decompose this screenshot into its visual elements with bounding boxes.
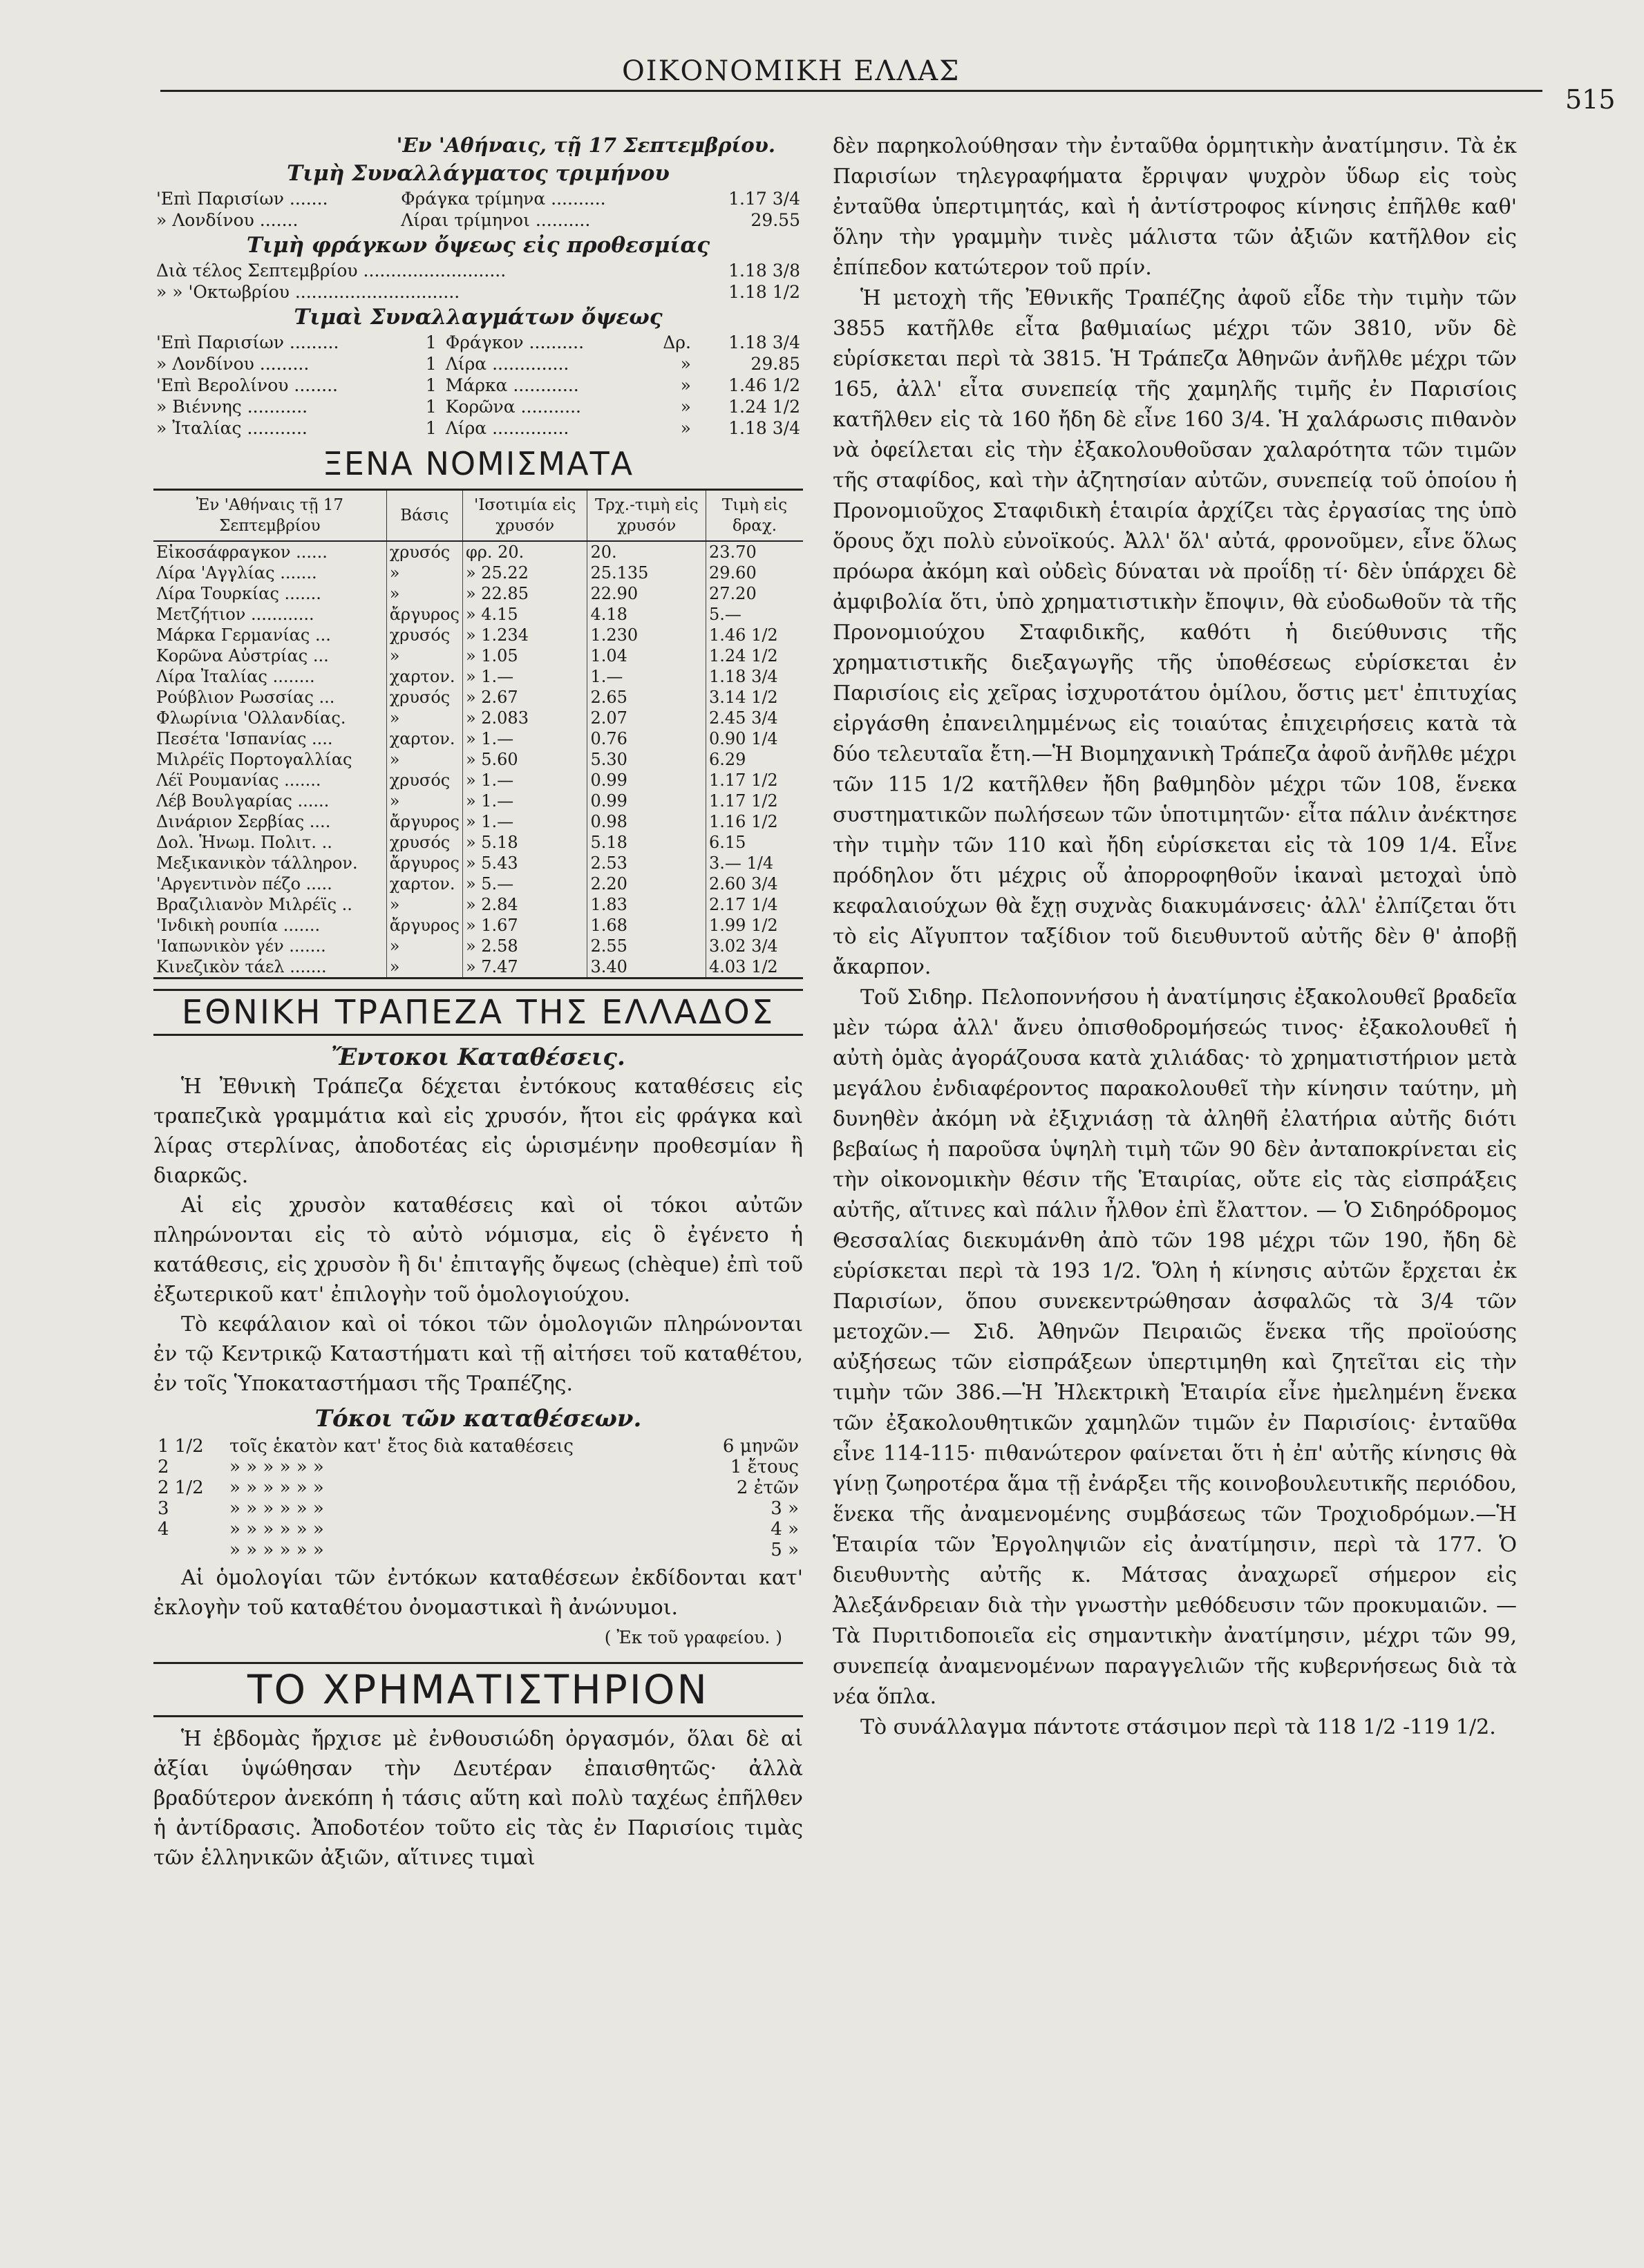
fx-row-cell: » 22.85 — [462, 583, 587, 604]
fx-row-cell: Πεσέτα 'Ισπανίας .... — [156, 729, 333, 748]
sight-rates-row-cell: Κορῶνα ........... — [445, 397, 581, 417]
sight-terms-row-cell: 1.18 3/8 — [728, 261, 800, 281]
sight-rates-row-cell: » Λονδίνου ......... — [156, 354, 310, 374]
bank-source: ( Ἐκ τοῦ γραφείου. ) — [604, 1627, 782, 1647]
fx-row-cell: ἄργυρος — [386, 604, 462, 625]
fx-row-cell: 1.230 — [587, 625, 706, 645]
sight-rates-table — [153, 332, 803, 439]
fx-row-cell: Λέϊ Ρουμανίας ....... — [156, 771, 321, 790]
deposits-title: Ἔντοκοι Καταθέσεις. — [331, 1043, 625, 1071]
fx-row-cell: » 4.15 — [462, 604, 587, 625]
interest-title: Τόκοι τῶν καταθέσεων. — [314, 1405, 642, 1433]
interest-row-cell: 5 » — [771, 1540, 799, 1560]
fx-row-cell: 2.55 — [587, 936, 706, 956]
sight-rates-row-cell: » — [680, 418, 691, 438]
three-month-row-cell: Λίραι τρίμηνοι .......... — [401, 210, 591, 230]
fx-row — [153, 832, 803, 853]
sight-rates-row-cell: 1.24 1/2 — [728, 397, 800, 417]
fx-row-cell: ἄργυρος — [386, 811, 462, 832]
fx-row-cell: 3.14 1/2 — [706, 687, 804, 708]
exchange-title: ΤΟ ΧΡΗΜΑΤΙΣΤΗΡΙΟΝ — [153, 1662, 803, 1717]
interest-row-cell: » » » » » » — [229, 1540, 324, 1560]
sight-rates-row — [153, 396, 803, 417]
fx-row-cell: 2.17 1/4 — [706, 894, 804, 915]
three-month-row — [153, 209, 803, 231]
fx-row-cell: Κινεζικὸν τάελ ....... — [153, 956, 386, 979]
fx-row-cell: 3.02 3/4 — [706, 936, 804, 956]
fx-row-cell: 0.98 — [587, 811, 706, 832]
section-title-three-month: Τιμὴ Συναλλάγματος τριμήνου — [287, 161, 670, 186]
fx-row-cell: 2.65 — [587, 687, 706, 708]
fx-row-cell: 2.45 3/4 — [706, 708, 804, 728]
fx-row-cell: 2.60 3/4 — [706, 873, 804, 894]
sight-rates-row-cell: 1 — [425, 418, 437, 438]
fx-row-cell: » — [386, 563, 462, 583]
fx-row-cell: χαρτον. — [386, 666, 462, 687]
fx-row-cell: » 1.05 — [462, 645, 587, 666]
fx-row-cell: 5.30 — [587, 749, 706, 770]
three-month-row-cell: 'Επὶ Παρισίων ....... — [156, 189, 328, 209]
fx-row — [153, 811, 803, 832]
fx-row — [153, 956, 803, 979]
interest-row — [153, 1519, 803, 1540]
fx-row-cell: » 1.— — [462, 666, 587, 687]
fx-row — [153, 604, 803, 625]
three-month-row — [153, 188, 803, 209]
sight-rates-row-cell: » — [680, 397, 691, 417]
sight-rates-row — [153, 417, 803, 439]
bank-paragraph-2: Αἱ εἰς χρυσὸν καταθέσεις καὶ οἱ τόκοι αὐτῶν πληρώνονται εἰς τὸ αὐτὸ νόμισμα, εἰς ὃ ἐγένετο ἡ κατάθεσις, εἰς χρυσὸν ἢ δι' ἐπιταγῆς ὄψεως (chèque) ἐπὶ τοῦ ἐξωτερικοῦ κατ' ἐπιλογὴν τοῦ ὁμολογιούχου. — [153, 1193, 803, 1307]
fx-row — [153, 687, 803, 708]
fx-row — [153, 583, 803, 604]
fx-row-cell: » — [386, 894, 462, 915]
fx-row — [153, 873, 803, 894]
fx-row-cell: χαρτον. — [386, 728, 462, 749]
three-month-row-cell: 1.17 3/4 — [728, 189, 800, 209]
sight-rates-row-cell: » Ἰταλίας ........... — [156, 418, 308, 438]
fx-row-cell: » 5.— — [462, 873, 587, 894]
fx-row-cell: Εἰκοσάφραγκον ...... — [156, 542, 328, 562]
sight-rates-row — [153, 375, 803, 396]
fx-row — [153, 645, 803, 666]
sight-rates-row-cell: » — [680, 375, 691, 395]
fx-row-cell: » 1.— — [462, 811, 587, 832]
fx-row-cell: Κορῶνα Αὐστρίας ... — [156, 646, 329, 665]
interest-row-cell: » » » » » » — [229, 1477, 324, 1498]
sight-rates-row-cell: Δρ. — [663, 332, 691, 352]
fx-row-cell: 1.— — [587, 666, 706, 687]
fx-row-cell: » 1.— — [462, 728, 587, 749]
national-bank-title: ΕΘΝΙΚΗ ΤΡΑΠΕΖΑ ΤΗΣ ΕΛΛΑΔΟΣ — [153, 989, 803, 1036]
fx-row-cell: ἄργυρος — [386, 853, 462, 873]
fx-row — [153, 749, 803, 770]
fx-row — [153, 728, 803, 749]
fx-row-cell: Λίρα Τουρκίας ....... — [156, 584, 321, 603]
fx-row-cell: » — [386, 749, 462, 770]
interest-row-cell: 4 » — [771, 1519, 799, 1540]
fx-row-cell: » — [386, 583, 462, 604]
sight-rates-row-cell: 1.18 3/4 — [728, 332, 800, 352]
fx-row-cell: 29.60 — [706, 563, 804, 583]
fx-row-cell: » 5.18 — [462, 832, 587, 853]
sight-rates-row-cell: » — [680, 354, 691, 374]
interest-row-cell: τοῖς ἑκατὸν κατ' ἔτος διὰ καταθέσεις — [229, 1436, 574, 1457]
fx-row-cell: 1.83 — [587, 894, 706, 915]
fx-row-cell: Φλωρίνια 'Ολλανδίας. — [156, 708, 346, 728]
fx-row-cell: Μετζήτιον ............ — [156, 605, 314, 624]
fx-row-cell: » 2.083 — [462, 708, 587, 728]
fx-row-cell: » 5.43 — [462, 853, 587, 873]
fx-row-cell: 'Ινδικὴ ρουπία ....... — [156, 916, 321, 935]
interest-row-cell: 6 μηνῶν — [722, 1436, 799, 1457]
fx-row-cell: 2.20 — [587, 873, 706, 894]
fx-row — [153, 853, 803, 873]
fx-row-cell: 22.90 — [587, 583, 706, 604]
fx-row-cell: 5.18 — [587, 832, 706, 853]
sight-rates-row-cell: 1.18 3/4 — [728, 418, 800, 438]
page-number: 515 — [1565, 84, 1616, 115]
exchange-paragraph-1: Ἡ ἑβδομὰς ἤρχισε μὲ ἐνθουσιώδη ὀργασμόν, ὅλαι δὲ αἱ ἀξίαι ὑψώθησαν τὴν Δευτέραν ἐπαισθητῶς· ἀλλὰ βραδύτερον ἀνεκόπη ἡ τάσις αὕτη καὶ πολὺ ταχέως ἐπῆλθεν ἡ ἀντίδρασις. Ἀποδοτέον τοῦτο εἰς τὰς ἐν Παρισίοις τιμὰς τῶν ἑλληνικῶν ἀξιῶν, αἵτινες τιμαὶ — [153, 1727, 803, 1870]
fx-row-cell: 2.07 — [587, 708, 706, 728]
fx-row — [153, 791, 803, 811]
running-header — [0, 55, 1644, 115]
right-column — [833, 131, 1517, 1743]
fx-row-cell: » 2.67 — [462, 687, 587, 708]
fx-row-cell: 25.135 — [587, 563, 706, 583]
header-rule — [160, 90, 1542, 92]
fx-row-cell: 'Αργεντινὸν πέζο ..... — [156, 874, 332, 894]
three-month-row-cell — [689, 209, 697, 231]
fx-row-cell: 6.29 — [706, 749, 804, 770]
fx-row-cell: » 2.58 — [462, 936, 587, 956]
interest-row-cell: 2 — [158, 1457, 169, 1477]
fx-row-cell: 1.99 1/2 — [706, 915, 804, 936]
fx-row-cell: Λέβ Βουλγαρίας ...... — [156, 791, 330, 811]
fx-row-cell: χρυσός — [386, 687, 462, 708]
fx-row-cell: Δολ. Ἡνωμ. Πολιτ. .. — [156, 833, 332, 852]
fx-header-cell: Ἐν 'Αθήναις τῇ 17 Σεπτεμβρίου — [153, 490, 386, 542]
fx-row-cell: 1.46 1/2 — [706, 625, 804, 645]
right-paragraph-2: Ἡ μετοχὴ τῆς Ἐθνικῆς Τραπέζης ἀφοῦ εἶδε τὴν τιμὴν τῶν 3855 κατῆλθε εἶτα βαθμιαίως μέχρι τῶν 3810, νῦν δὲ εὑρίσκεται περὶ τὰ 3815. Ἡ Τράπεζα Ἀθηνῶν ἀνῆλθε μέχρι τῶν 165, ἀλλ' εἶτα συνεπείᾳ τῆς χαμηλῆς τιμῆς ἐν Παρισίοις κατῆλθεν εἰς τὰ 160 ἤδη δὲ εἶνε 160 3/4. Ἡ χαλάρωσις πιθανὸν νὰ ὀφείλεται εἰς τὴν ἐξακολουθοῦσαν χαλαρότητα τῶν τιμῶν τῆς σταφίδος, καὶ τὴν ἀζητησίαν αὐτῶν, συνεπείᾳ τοῦ ὁποίου ἡ Προνομιοῦχος Σταφιδικὴ ἑταιρία ἀρχίζει τὰς ἐργασίας της ὑπὸ ὅρους ὄχι πολὺ εὐνοϊκούς. Ἀλλ' ὅλ' αὐτά, φρονοῦμεν, εἶνε ὅλως πρόωρα ἀκόμη καὶ οὐδεὶς δύναται νὰ προΐδῃ τί· δὲν ὑπάρχει δὲ ἀμφιβολία ὅτι, ὑπὸ χρηματιστικὴν ἔποψιν, θὰ εὐοδωθοῦν τὰ τῆς Προνομιούχου Σταφιδικῆς, καθότι ἡ διεύθυνσις τῆς χρηματιστικῆς διεξαγωγῆς τῆς ὑποθέσεως εὑρίσκεται ἐν Παρισίοις εἰς χεῖρας ἰσχυροτάτου ὁμίλου, ὅστις μετ' ἐπιτυχίας εἰργάσθη ἐπανειλημμένως εἰς τοιαύτας ἐπιχειρήσεις κατὰ τὰ δύο τελευταῖα ἔτη.—Ἡ Βιομηχανικὴ Τράπεζα ἀφοῦ ἀνῆλθε μέχρι τῶν 115 1/2 κατῆλθεν ἤδη βαθμηδὸν μέχρι τῶν 108, ἕνεκα συστηματικῶν πωλήσεων τῶν ὑποτιμητῶν· εἶτα πάλιν ἀνέκτησε τὴν τιμὴν τῶν 110 καὶ ἤδη εὑρίσκεται εἰς τὰ 109 1/4. Εἶνε πρόδηλον ὅτι μέχρις οὗ ἀπορροφηθοῦν ἱκαναὶ μετοχαὶ ὑπὸ κεφαλαιούχων θὰ ἔχῃ συχνὰς διακυμάνσεις· ἀλλ' ἐλπίζεται ὅτι τὸ εἰς Αἴγυπτον ταξίδιον τοῦ διευθυντοῦ αὐτῆς δὲν θ' ἀποβῇ ἄκαρπον. — [833, 286, 1517, 979]
bank-paragraph-4: Αἱ ὁμολογίαι τῶν ἐντόκων καταθέσεων ἐκδίδονται κατ' ἐκλογὴν τοῦ καταθέτου ὀνομαστικαὶ ἢ ἀνώνυμοι. — [153, 1566, 803, 1620]
sight-rates-row — [153, 353, 803, 375]
sight-terms-table — [153, 260, 803, 303]
interest-row-cell: 3 » — [771, 1498, 799, 1519]
fx-row-cell: 27.20 — [706, 583, 804, 604]
fx-row — [153, 915, 803, 936]
fx-row-cell: 1.24 1/2 — [706, 645, 804, 666]
sight-rates-row-cell: 'Επὶ Βερολίνου ........ — [156, 375, 338, 395]
three-month-row-cell — [689, 188, 697, 209]
sight-terms-row-cell: 1.18 1/2 — [728, 282, 800, 302]
fx-row-cell: 0.99 — [587, 770, 706, 791]
fx-row-cell: 1.68 — [587, 915, 706, 936]
bank-paragraph-3: Τὸ κεφάλαιον καὶ οἱ τόκοι τῶν ὁμολογιῶν πληρώνονται ἐν τῷ Κεντρικῷ Καταστήματι καὶ τῇ αἰτήσει τοῦ καταθέτου, ἐν τοῖς Ὑποκαταστήμασι τῆς Τραπέζης. — [153, 1312, 803, 1396]
interest-row — [153, 1498, 803, 1519]
interest-row — [153, 1457, 803, 1477]
interest-row-cell: 1 1/2 — [158, 1436, 204, 1457]
sight-rates-row — [153, 332, 803, 353]
fx-row-cell: Μιλρέϊς Πορτογαλλίας — [156, 750, 352, 769]
fx-row-cell: » — [386, 956, 462, 979]
fx-row-cell: 3.— 1/4 — [706, 853, 804, 873]
sight-rates-row-cell: Μάρκα ............ — [445, 375, 579, 395]
interest-row-cell: 3 — [158, 1498, 169, 1519]
fx-row-cell: 1.18 3/4 — [706, 666, 804, 687]
fx-row-cell: » 2.84 — [462, 894, 587, 915]
fx-row-cell: Ρούβλιον Ρωσσίας ... — [156, 688, 335, 707]
fx-row-cell: Βραζιλιανὸν Μιλρέϊς .. — [156, 895, 352, 914]
three-month-rates-table — [153, 188, 803, 231]
section-title-sight-rates: Τιμαὶ Συναλλαγμάτων ὄψεως — [294, 305, 663, 330]
sight-rates-row-cell: » Βιέννης ........... — [156, 397, 308, 417]
fx-row-cell: φρ. 20. — [462, 541, 587, 563]
fx-row-cell: Δινάριον Σερβίας .... — [156, 812, 331, 831]
fx-row-cell: 1.17 1/2 — [706, 791, 804, 811]
fx-row-cell: Λίρα 'Αγγλίας ....... — [156, 563, 317, 583]
fx-row — [153, 541, 803, 563]
interest-table — [153, 1436, 803, 1560]
interest-row-cell: 2 ἐτῶν — [736, 1477, 799, 1498]
fx-row-cell: » 1.67 — [462, 915, 587, 936]
fx-row-cell: 0.90 1/4 — [706, 728, 804, 749]
fx-row-cell: » — [386, 791, 462, 811]
fx-row-cell: 1.04 — [587, 645, 706, 666]
foreign-currencies-table — [153, 489, 803, 979]
fx-header-cell: Τιμὴ εἰς δραχ. — [706, 490, 804, 542]
sight-rates-row-cell: 29.85 — [750, 354, 800, 374]
fx-row-cell: 4.18 — [587, 604, 706, 625]
interest-row-cell: 1 ἔτους — [730, 1457, 799, 1477]
fx-row-cell: 23.70 — [706, 541, 804, 563]
fx-row-cell: » 1.— — [462, 770, 587, 791]
bank-paragraph-1: Ἡ Ἐθνικὴ Τράπεζα δέχεται ἐντόκους καταθέσεις εἰς τραπεζικὰ γραμμάτια καὶ εἰς χρυσόν, ἤτοι εἰς φράγκα καὶ λίρας στερλίνας, ἀποδοτέας εἰς ὡρισμένην προθεσμίαν ἢ διαρκῶς. — [153, 1075, 803, 1188]
left-column — [153, 131, 803, 1873]
sight-rates-row-cell: 'Επὶ Παρισίων ......... — [156, 332, 339, 352]
sight-rates-row-cell: Λίρα .............. — [445, 354, 569, 374]
sight-rates-row-cell: Λίρα .............. — [445, 418, 569, 438]
fx-row — [153, 894, 803, 915]
fx-row-cell: 2.53 — [587, 853, 706, 873]
fx-row-cell: Λίρα Ἰταλίας ........ — [156, 667, 315, 686]
fx-row — [153, 563, 803, 583]
interest-row-cell: » » » » » » — [229, 1498, 324, 1519]
fx-row-cell: Μεξικανικὸν τάλληρον. — [156, 853, 358, 873]
sight-rates-row-cell: 1 — [425, 397, 437, 417]
sight-rates-row-cell: 1 — [425, 354, 437, 374]
sight-terms-row — [153, 281, 803, 303]
fx-row-cell: χρυσός — [386, 770, 462, 791]
fx-row-cell: χρυσός — [386, 832, 462, 853]
sight-rates-row-cell: 1 — [425, 375, 437, 395]
fx-row-cell: » — [386, 936, 462, 956]
interest-row — [153, 1540, 803, 1560]
dateline: 'Εν 'Αθήναις, τῇ 17 Σεπτεμβρίου. — [396, 133, 775, 157]
fx-row-cell: 4.03 1/2 — [706, 956, 804, 979]
interest-row-cell: » » » » » » — [229, 1519, 324, 1540]
fx-header-cell: Τρχ.-τιμὴ εἰς χρυσόν — [587, 490, 706, 542]
fx-row-cell: χρυσός — [386, 625, 462, 645]
foreign-currencies-title: ΞΕΝΑ ΝΟΜΙΣΜΑΤΑ — [322, 445, 634, 482]
journal-title: ΟΙΚΟΝΟΜΙΚΗ ΕΛΛΑΣ — [622, 55, 961, 87]
fx-row — [153, 666, 803, 687]
interest-row-cell: » » » » » » — [229, 1457, 324, 1477]
fx-row-cell: 5.— — [706, 604, 804, 625]
fx-row — [153, 770, 803, 791]
fx-row — [153, 708, 803, 728]
fx-row-cell: 0.99 — [587, 791, 706, 811]
fx-row-cell: 3.40 — [587, 956, 706, 979]
section-title-sight-terms: Τιμὴ φράγκων ὄψεως εἰς προθεσμίας — [246, 233, 710, 258]
fx-row-cell: » — [386, 645, 462, 666]
interest-row — [153, 1436, 803, 1457]
three-month-row-cell: 29.55 — [750, 210, 800, 230]
fx-row-cell: » 1.234 — [462, 625, 587, 645]
sight-rates-row-cell: 1.46 1/2 — [728, 375, 800, 395]
fx-row-cell: 1.17 1/2 — [706, 770, 804, 791]
fx-row-cell: » 1.— — [462, 791, 587, 811]
fx-row-cell: » 25.22 — [462, 563, 587, 583]
fx-header-cell: 'Ισοτιμία εἰς χρυσόν — [462, 490, 587, 542]
fx-row-cell: » 7.47 — [462, 956, 587, 979]
right-paragraph-4: Τὸ συνάλλαγμα πάντοτε στάσιμον περὶ τὰ 118 1/2 -119 1/2. — [860, 1715, 1496, 1739]
sight-rates-row-cell: 1 — [425, 332, 437, 352]
sight-terms-row-cell: Διὰ τέλος Σεπτεμβρίου .......................... — [156, 261, 507, 281]
sight-rates-row-cell: Φράγκον .......... — [445, 332, 585, 352]
fx-row-cell: 20. — [587, 541, 706, 563]
right-paragraph-1: δὲν παρηκολούθησαν τὴν ἐνταῦθα ὁρμητικὴν ἀνατίμησιν. Τὰ ἐκ Παρισίων τηλεγραφήματα ἔρριψαν ψυχρὸν ὕδωρ εἰς τοὺς ἐνταῦθα ὑπερτιμητάς, καὶ ἡ ἀντίστροφος κίνησις ἐπῆλθε καθ' ὅλην τὴν γραμμὴν τινὲς μάλιστα τῶν ἀξιῶν κατῆλθον εἰς ἐπίπεδον κατώτερον τοῦ πρίν. — [833, 134, 1517, 280]
fx-row-cell: χαρτον. — [386, 873, 462, 894]
fx-row-cell: » 5.60 — [462, 749, 587, 770]
interest-row-cell: 2 1/2 — [158, 1477, 204, 1498]
fx-row-cell: 0.76 — [587, 728, 706, 749]
fx-row-cell: » — [386, 708, 462, 728]
sight-terms-row-cell: » » 'Οκτωβρίου .............................. — [156, 282, 460, 302]
fx-row-cell: 1.16 1/2 — [706, 811, 804, 832]
fx-row-cell: 6.15 — [706, 832, 804, 853]
right-paragraph-3: Τοῦ Σιδηρ. Πελοποννήσου ἡ ἀνατίμησις ἐξακολουθεῖ βραδεῖα μὲν τώρα ἀλλ' ἄνευ ὀπισθοδρομήσεώς τινος· ἐξακολουθεῖ ἡ αὐτὴ ὁμὰς ἀγοράζουσα κατὰ χιλιάδας· τὸ χρηματιστήριον μετὰ μεγάλου ἐνδιαφέροντος παρακολουθεῖ τὴν κίνησιν ταύτην, μὴ δυνηθὲν ἀκόμη νὰ ἐξιχνιάσῃ τὰ ἀληθῆ ἐλατήρια αὐτῆς διότι βεβαίως ἡ παροῦσα ὑψηλὴ τιμὴ τῶν 90 δὲν ἀνταποκρίνεται εἰς τὴν οἰκονομικὴν θέσιν τῆς Ἑταιρίας, οὔτε εἰς τὰς εἰσπράξεις αὐτῆς, αἵτινες καὶ πάλιν ἦλθον ἐπὶ ἔλαττον. — Ὁ Σιδηρόδρομος Θεσσαλίας διεκυμάνθη ἀπὸ τῶν 198 μέχρι τῶν 190, ἤδη δὲ εὑρίσκεται περὶ τὰ 193 1/2. Ὅλη ἡ κίνησις αὐτῶν ἔρχεται ἐκ Παρισίων, ὅπου συνεκεντρώθησαν ἀσφαλῶς τὰ 3/4 τῶν μετοχῶν.— Σιδ. Ἀθηνῶν Πειραιῶς ἕνεκα τῆς προϊούσης αὐξήσεως τῶν εἰσπράξεων ὑπερτιμηθη καὶ ζητεῖται εἰς τὴν τιμὴν τῶν 386.—Ἡ Ἠλεκτρικὴ Ἑταιρία εἶνε ἠμελημένη ἕνεκα τῶν ἐξακολουθητικῶν χαμηλῶν τιμῶν ἐν Παρισίοις· ἐνταῦθα εἶνε 114-115· πιθανώτερον φαίνεται ὅτι ἡ ἐπ' αὐτῆς κίνησις θὰ γίνῃ ζωηροτέρα ἅμα τῇ ἐνάρξει τῆς κοινοβουλευτικῆς περιόδου, ἕνεκα τῆς ἀναμενομένης συμβάσεως τῶν Τροχιοδρόμων.—Ἡ Ἑταιρία τῶν Ἐργοληψιῶν εἰς ἀνατίμησιν, περὶ τὰ 177. Ὁ διευθυντὴς αὐτῆς κ. Μάτσας ἀναχωρεῖ σήμερον εἰς Ἀλεξάνδρειαν διὰ τὴν γνωστὴν μεθόδευσιν τῶν προκυμαιῶν. —Τὰ Πυριτιδοποιεῖα εἰς σημαντικὴν ἀνατίμησιν, μέχρι τῶν 99, συνεπείᾳ ἀναμενομένων παραγγελιῶν τῆς κυβερνήσεως διὰ τὰ νέα ὅπλα. — [833, 985, 1517, 1709]
fx-row-cell: Μάρκα Γερμανίας ... — [156, 625, 331, 645]
three-month-row-cell: » Λονδίνου ....... — [156, 210, 299, 230]
fx-row — [153, 625, 803, 645]
interest-row-cell — [153, 1540, 225, 1560]
interest-row — [153, 1477, 803, 1498]
fx-row-cell: 'Ιαπωνικὸν γέν ....... — [156, 936, 326, 956]
fx-row-cell: ἄργυρος — [386, 915, 462, 936]
fx-row — [153, 936, 803, 956]
fx-row-cell: χρυσός — [386, 541, 462, 563]
sight-terms-row — [153, 260, 803, 281]
three-month-row-cell: Φράγκα τρίμηνα .......... — [401, 189, 606, 209]
fx-header-cell: Βάσις — [386, 490, 462, 542]
interest-row-cell: 4 — [158, 1519, 169, 1540]
